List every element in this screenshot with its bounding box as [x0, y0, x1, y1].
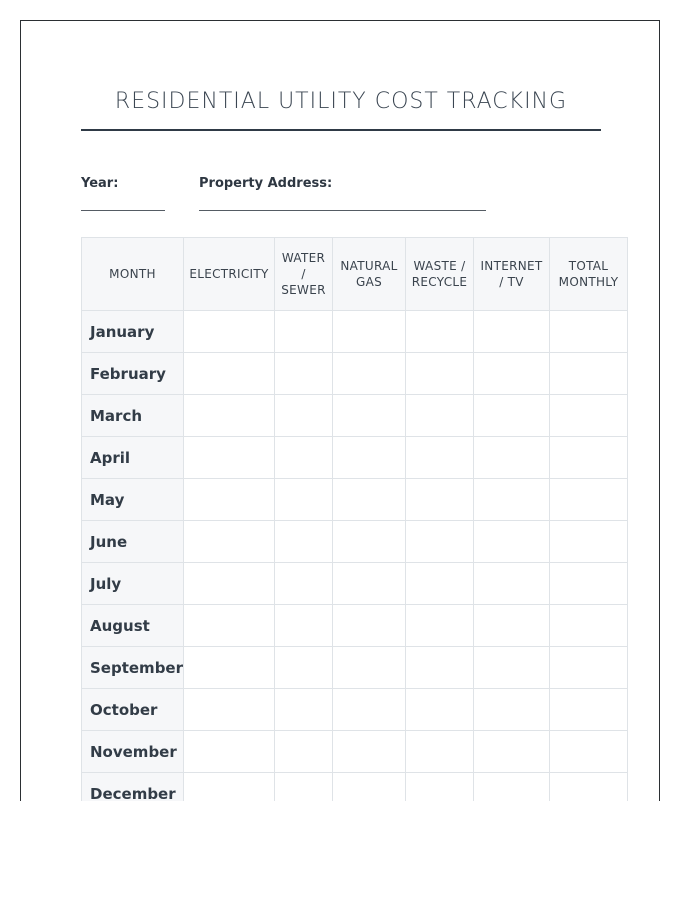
- cost-entry-cell[interactable]: [184, 563, 275, 605]
- table-header-row: [82, 238, 628, 311]
- table-row: [82, 437, 628, 479]
- table-row: [82, 605, 628, 647]
- cost-entry-cell[interactable]: [275, 605, 333, 647]
- cost-entry-cell[interactable]: [333, 521, 406, 563]
- month-label: August: [82, 605, 184, 647]
- cost-entry-cell[interactable]: [550, 395, 628, 437]
- cost-entry-cell[interactable]: [550, 731, 628, 773]
- year-field-line[interactable]: [81, 210, 165, 211]
- cost-entry-cell[interactable]: [275, 395, 333, 437]
- cost-entry-cell[interactable]: [406, 563, 474, 605]
- cost-entry-cell[interactable]: [184, 689, 275, 731]
- cost-entry-cell[interactable]: [474, 311, 550, 353]
- cost-entry-cell[interactable]: [406, 731, 474, 773]
- table-row: [82, 647, 628, 689]
- cost-entry-cell[interactable]: [275, 353, 333, 395]
- cost-entry-cell[interactable]: [550, 563, 628, 605]
- table-row: [82, 689, 628, 731]
- month-label: March: [82, 395, 184, 437]
- cost-entry-cell[interactable]: [406, 479, 474, 521]
- cost-entry-cell[interactable]: [184, 521, 275, 563]
- column-header-waste-recycle: WASTE / RECYCLE: [406, 238, 474, 311]
- cost-entry-cell[interactable]: [333, 689, 406, 731]
- cost-entry-cell[interactable]: [184, 605, 275, 647]
- cost-entry-cell[interactable]: [275, 563, 333, 605]
- table-row: [82, 563, 628, 605]
- column-header-natural-gas: NATURAL GAS: [333, 238, 406, 311]
- cost-entry-cell[interactable]: [275, 647, 333, 689]
- column-header-internet-tv: INTERNET / TV: [474, 238, 550, 311]
- cost-entry-cell[interactable]: [275, 773, 333, 802]
- table-row: [82, 353, 628, 395]
- column-header-electricity: ELECTRICITY: [184, 238, 275, 311]
- cost-entry-cell[interactable]: [474, 479, 550, 521]
- cost-entry-cell[interactable]: [474, 437, 550, 479]
- cost-entry-cell[interactable]: [184, 479, 275, 521]
- cost-entry-cell[interactable]: [550, 773, 628, 802]
- title-underline: [81, 129, 601, 131]
- cost-entry-cell[interactable]: [550, 437, 628, 479]
- table-row: [82, 311, 628, 353]
- year-label: Year:: [81, 176, 119, 191]
- cost-entry-cell[interactable]: [275, 731, 333, 773]
- cost-entry-cell[interactable]: [474, 773, 550, 802]
- property-address-field-line[interactable]: [199, 210, 486, 211]
- cost-entry-cell[interactable]: [184, 353, 275, 395]
- cost-entry-cell[interactable]: [406, 521, 474, 563]
- month-label: June: [82, 521, 184, 563]
- month-label: September: [82, 647, 184, 689]
- cost-entry-cell[interactable]: [333, 563, 406, 605]
- table-row: [82, 773, 628, 802]
- month-label: October: [82, 689, 184, 731]
- document-page: [20, 20, 660, 801]
- cost-entry-cell[interactable]: [474, 689, 550, 731]
- cost-entry-cell[interactable]: [333, 605, 406, 647]
- cost-entry-cell[interactable]: [184, 311, 275, 353]
- column-header-total-monthly: TOTAL MONTHLY: [550, 238, 628, 311]
- cost-entry-cell[interactable]: [406, 689, 474, 731]
- cost-entry-cell[interactable]: [406, 773, 474, 802]
- cost-entry-cell[interactable]: [474, 521, 550, 563]
- month-label: November: [82, 731, 184, 773]
- cost-entry-cell[interactable]: [333, 395, 406, 437]
- cost-entry-cell[interactable]: [333, 647, 406, 689]
- utility-cost-table: [81, 237, 628, 801]
- cost-entry-cell[interactable]: [406, 395, 474, 437]
- cost-entry-cell[interactable]: [333, 353, 406, 395]
- cost-entry-cell[interactable]: [184, 773, 275, 802]
- cost-entry-cell[interactable]: [275, 437, 333, 479]
- cost-entry-cell[interactable]: [474, 731, 550, 773]
- table-row: [82, 731, 628, 773]
- cost-entry-cell[interactable]: [184, 731, 275, 773]
- cost-entry-cell[interactable]: [275, 689, 333, 731]
- table-row: [82, 479, 628, 521]
- cost-entry-cell[interactable]: [550, 311, 628, 353]
- cost-entry-cell[interactable]: [550, 521, 628, 563]
- cost-entry-cell[interactable]: [184, 647, 275, 689]
- cost-entry-cell[interactable]: [550, 647, 628, 689]
- cost-entry-cell[interactable]: [333, 311, 406, 353]
- property-address-label: Property Address:: [199, 176, 333, 191]
- cost-entry-cell[interactable]: [406, 437, 474, 479]
- cost-entry-cell[interactable]: [275, 479, 333, 521]
- cost-entry-cell[interactable]: [474, 353, 550, 395]
- month-label: May: [82, 479, 184, 521]
- cost-entry-cell[interactable]: [474, 563, 550, 605]
- cost-entry-cell[interactable]: [333, 437, 406, 479]
- cost-entry-cell[interactable]: [406, 605, 474, 647]
- month-label: April: [82, 437, 184, 479]
- month-label: December: [82, 773, 184, 802]
- cost-entry-cell[interactable]: [333, 731, 406, 773]
- table-row: [82, 521, 628, 563]
- cost-entry-cell[interactable]: [406, 353, 474, 395]
- cost-entry-cell[interactable]: [275, 521, 333, 563]
- column-header-month: MONTH: [82, 238, 184, 311]
- cost-entry-cell[interactable]: [474, 605, 550, 647]
- month-label: July: [82, 563, 184, 605]
- cost-entry-cell[interactable]: [474, 395, 550, 437]
- cost-entry-cell[interactable]: [184, 395, 275, 437]
- cost-entry-cell[interactable]: [184, 437, 275, 479]
- cost-entry-cell[interactable]: [406, 647, 474, 689]
- month-label: February: [82, 353, 184, 395]
- cost-entry-cell[interactable]: [550, 605, 628, 647]
- cost-entry-cell[interactable]: [550, 479, 628, 521]
- cost-entry-cell[interactable]: [550, 353, 628, 395]
- month-label: January: [82, 311, 184, 353]
- table-row: [82, 395, 628, 437]
- cost-entry-cell[interactable]: [275, 311, 333, 353]
- cost-entry-cell[interactable]: [550, 689, 628, 731]
- cost-entry-cell[interactable]: [333, 479, 406, 521]
- document-title: RESIDENTIAL UTILITY COST TRACKING: [114, 89, 568, 114]
- column-header-water-sewer: WATER / SEWER: [275, 238, 333, 311]
- cost-entry-cell[interactable]: [406, 311, 474, 353]
- cost-entry-cell[interactable]: [333, 773, 406, 802]
- cost-entry-cell[interactable]: [474, 647, 550, 689]
